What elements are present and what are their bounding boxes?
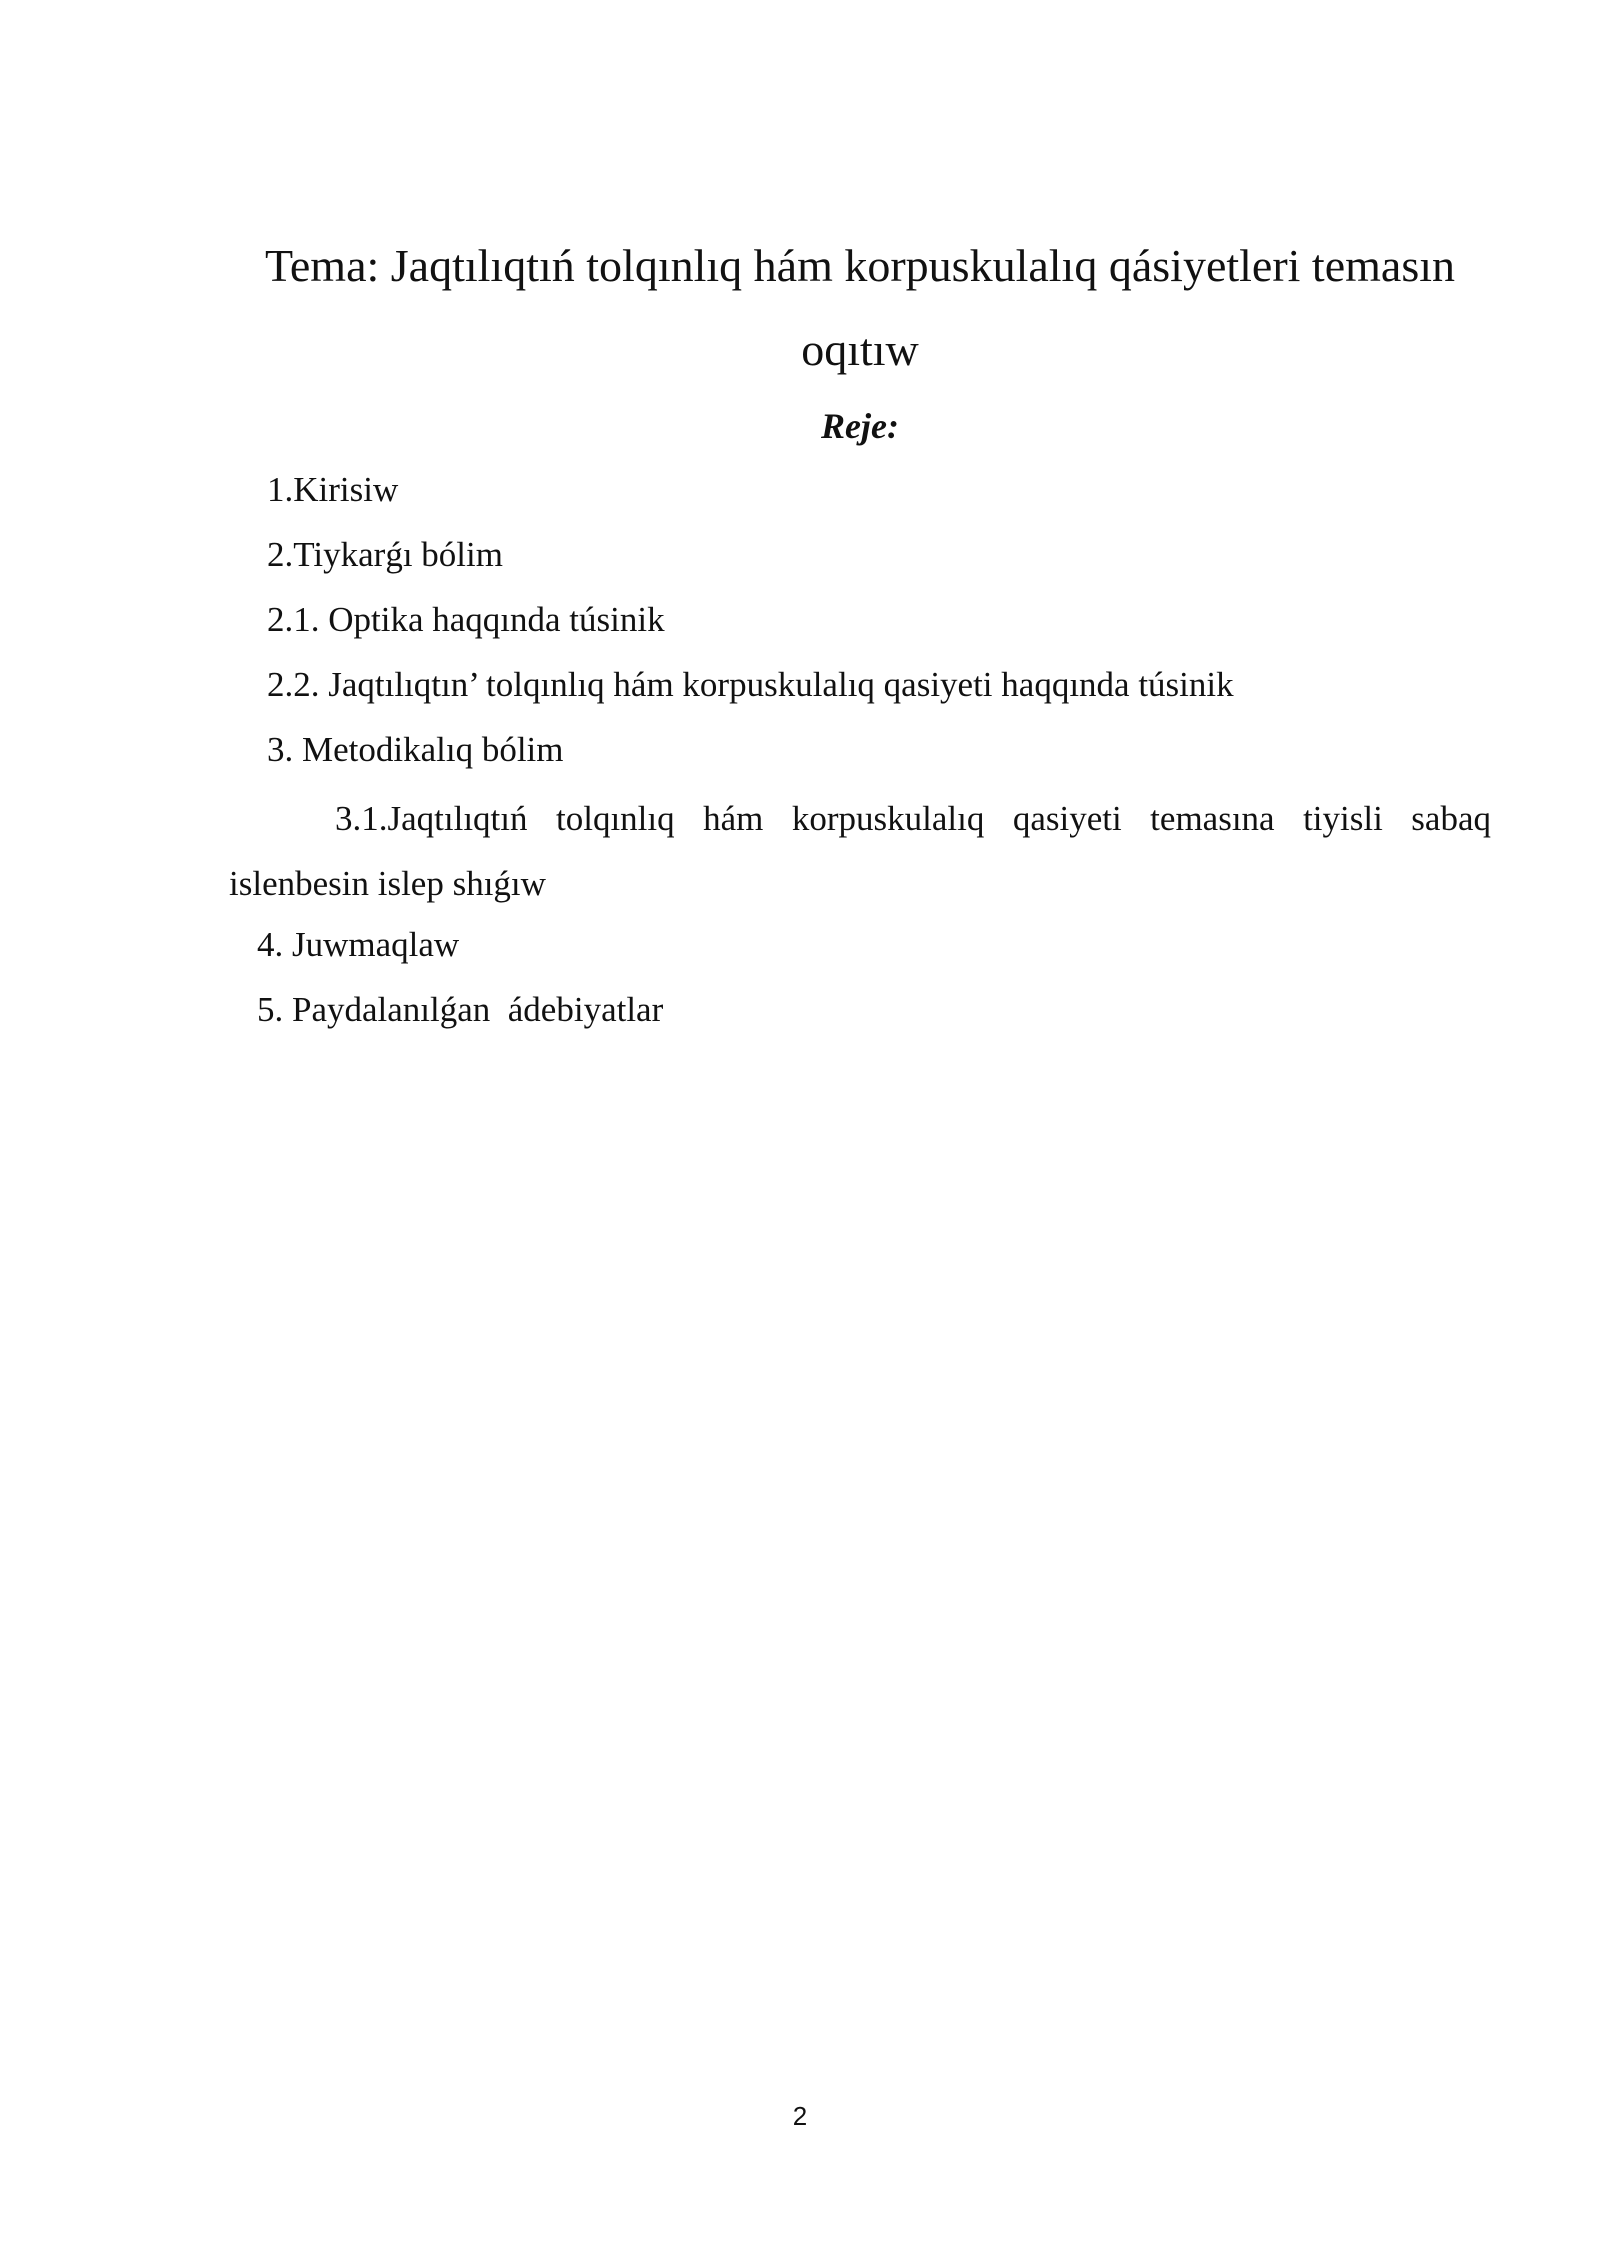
toc-item-optics: 2.1. Optika haqqında túsinik <box>267 600 665 639</box>
document-title: Tema: Jaqtılıqtıń tolqınlıq hám korpuskulalıq qásiyetleri temasın oqıtıw <box>264 240 1456 375</box>
plan-heading: Reje: <box>821 406 899 446</box>
toc-item-references: 5. Paydalanılǵan ádebiyatlar <box>257 990 664 1029</box>
toc-item-methodical-part: 3. Metodikalıq bólim <box>267 730 564 769</box>
page-number: 2 <box>792 2101 808 2131</box>
toc-item-lesson-plan: 3.1.Jaqtılıqtıń tolqınlıq hám korpuskulalıq qasiyeti temasına tiyisli sabaq islenbesin islep shıǵıw <box>229 799 1491 903</box>
toc-item-conclusion: 4. Juwmaqlaw <box>257 925 460 964</box>
toc-item-light-properties: 2.2. Jaqtılıqtın’ tolqınlıq hám korpuskulalıq qasiyeti haqqında túsinik <box>267 665 1234 704</box>
toc-item-introduction: 1.Kirisiw <box>267 470 399 509</box>
toc-item-main-part: 2.Tiykarǵı bólim <box>267 535 503 574</box>
